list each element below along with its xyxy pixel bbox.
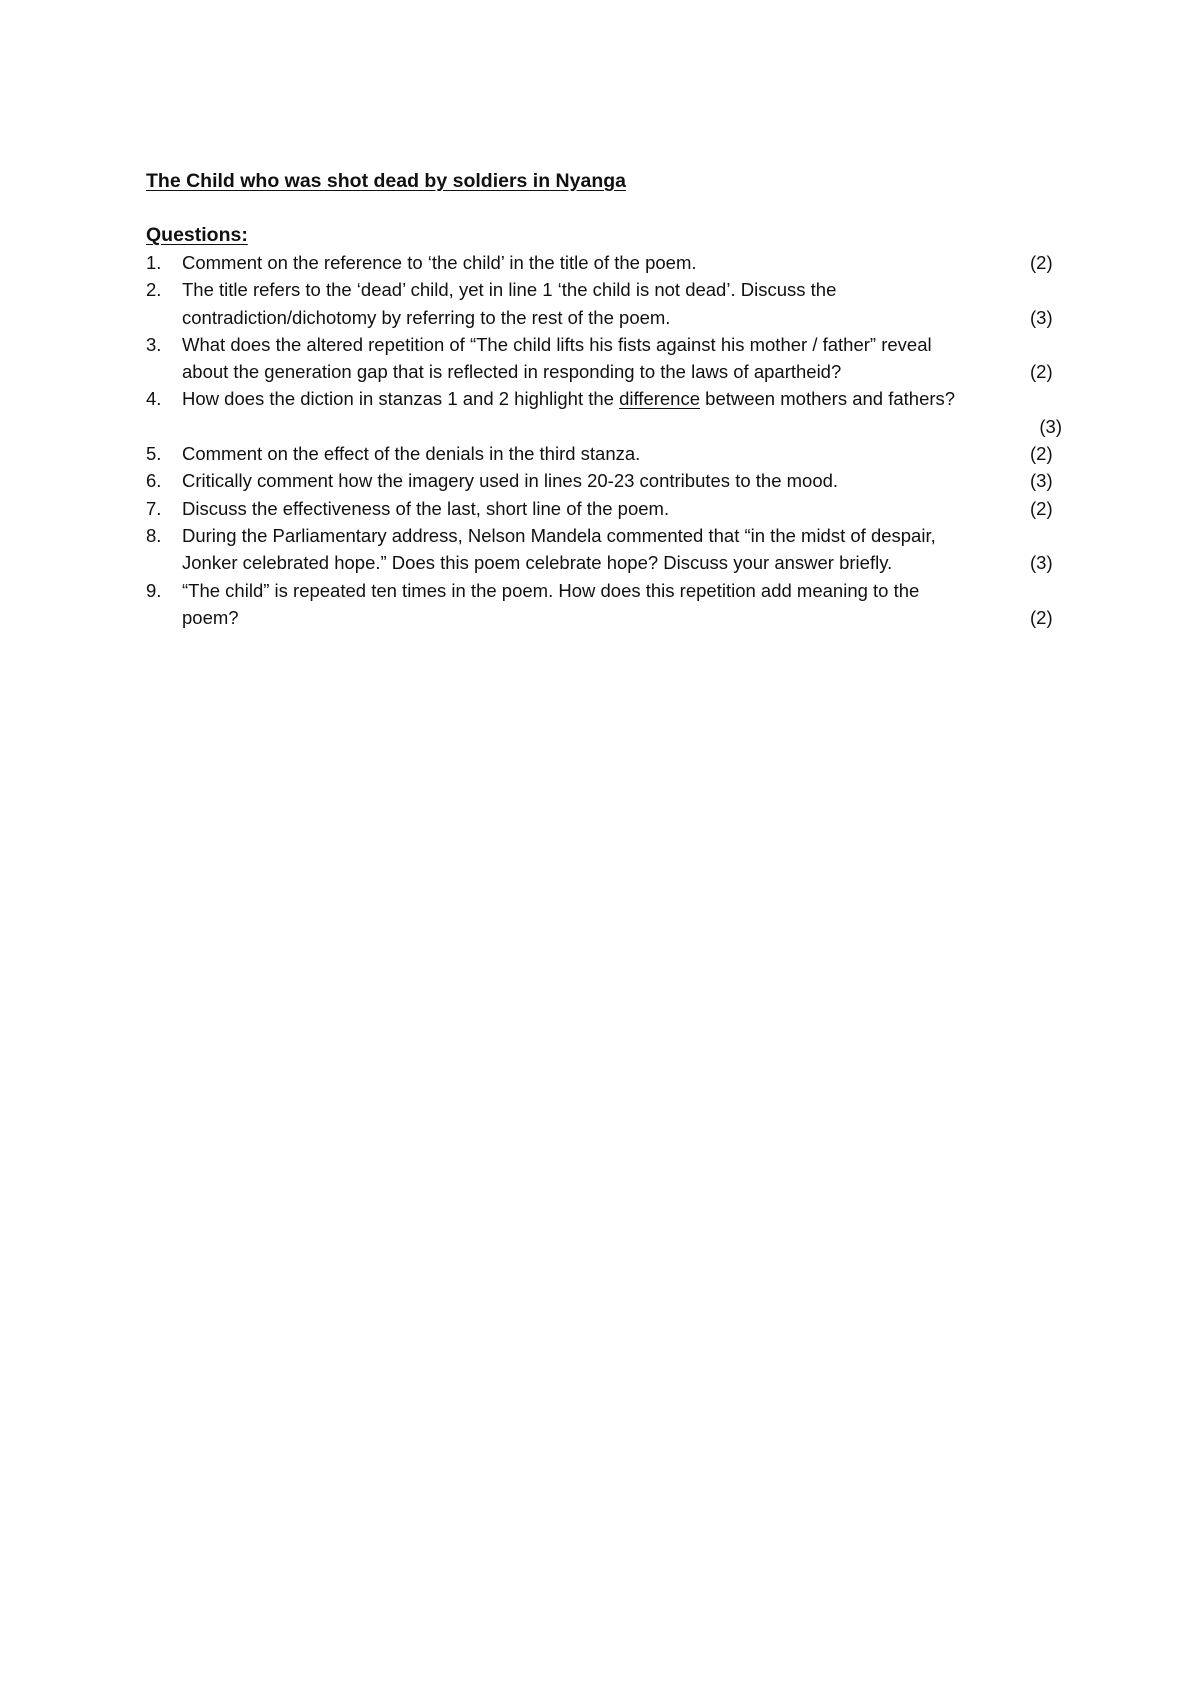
question-text [182,385,1030,412]
question-number: 1. [146,252,162,273]
question-marks: (2) [1030,497,1053,519]
question-marks: (3) [1030,306,1053,328]
document-title: The Child who was shot dead by soldiers in Nyanga [146,170,626,192]
question-line: Comment on the effect of the denials in the third stanza. [182,443,641,465]
question-number: 6. [146,470,162,492]
question-line: Discuss the effectiveness of the last, short line of the poem. [182,497,670,519]
question-item [146,495,1066,522]
question-item [146,276,1066,331]
underlined-word: difference [619,388,701,410]
question-item [146,440,1066,467]
question-item [146,577,1066,632]
questions-heading: Questions: [146,224,248,246]
question-line: poem? [182,606,239,628]
question-number: 4. [146,388,162,410]
question-text [182,467,1030,494]
question-marks: (3) [1030,552,1053,574]
question-marks: (3) [1039,415,1062,437]
question-line: about the generation gap that is reflected in responding to the laws of apartheid? [182,361,842,383]
question-text [182,522,1053,577]
question-line: During the Parliamentary address, Nelson Mandela commented that “in the midst of despair, [182,524,936,546]
question-text [182,495,1030,522]
question-number: 9. [146,579,162,601]
question-line: The title refers to the ‘dead’ child, yet in line 1 ‘the child is not dead’. Discuss the [182,279,837,301]
question-line-with-marks [182,358,1053,385]
question-line: What does the altered repetition of “The child lifts his fists against his mother / father” reveal [182,333,932,355]
question-line: contradiction/dichotomy by referring to the rest of the poem. [182,306,671,328]
question-text [182,276,1053,331]
question-item [146,385,1066,440]
question-number: 5. [146,443,162,465]
question-number: 3. [146,333,162,355]
question-text [182,249,1030,276]
question-item [146,331,1066,386]
question-marks: (2) [1030,443,1053,465]
question-text [182,440,1030,467]
question-marks: (2) [1030,606,1053,628]
question-text-after: between mothers and fathers? [700,388,956,410]
question-line: “The child” is repeated ten times in the poem. How does this repetition add meaning to the [182,579,920,601]
question-line: Critically comment how the imagery used in lines 20-23 contributes to the mood. [182,470,839,492]
question-marks: (3) [1030,470,1053,492]
question-line-with-marks [182,304,1053,331]
question-line: Jonker celebrated hope.” Does this poem celebrate hope? Discuss your answer briefly. [182,552,893,574]
question-text [182,331,1053,386]
question-number: 7. [146,497,162,519]
question-line-with-marks [182,604,1053,631]
question-item [146,467,1066,494]
questions-list [146,249,1066,631]
question-marks: (2) [1030,361,1053,383]
question-item [146,522,1066,577]
question-number: 8. [146,524,162,546]
question-item [146,249,1066,276]
question-line [182,385,1030,412]
question-line-with-marks [182,549,1053,576]
question-line: Comment on the reference to ‘the child’ in the title of the poem. [182,252,697,273]
question-text [182,577,1053,632]
question-marks: (2) [1030,252,1053,273]
document-page [146,168,1066,631]
question-number: 2. [146,279,162,301]
question-text-before: How does the diction in stanzas 1 and 2 highlight the [182,388,620,410]
